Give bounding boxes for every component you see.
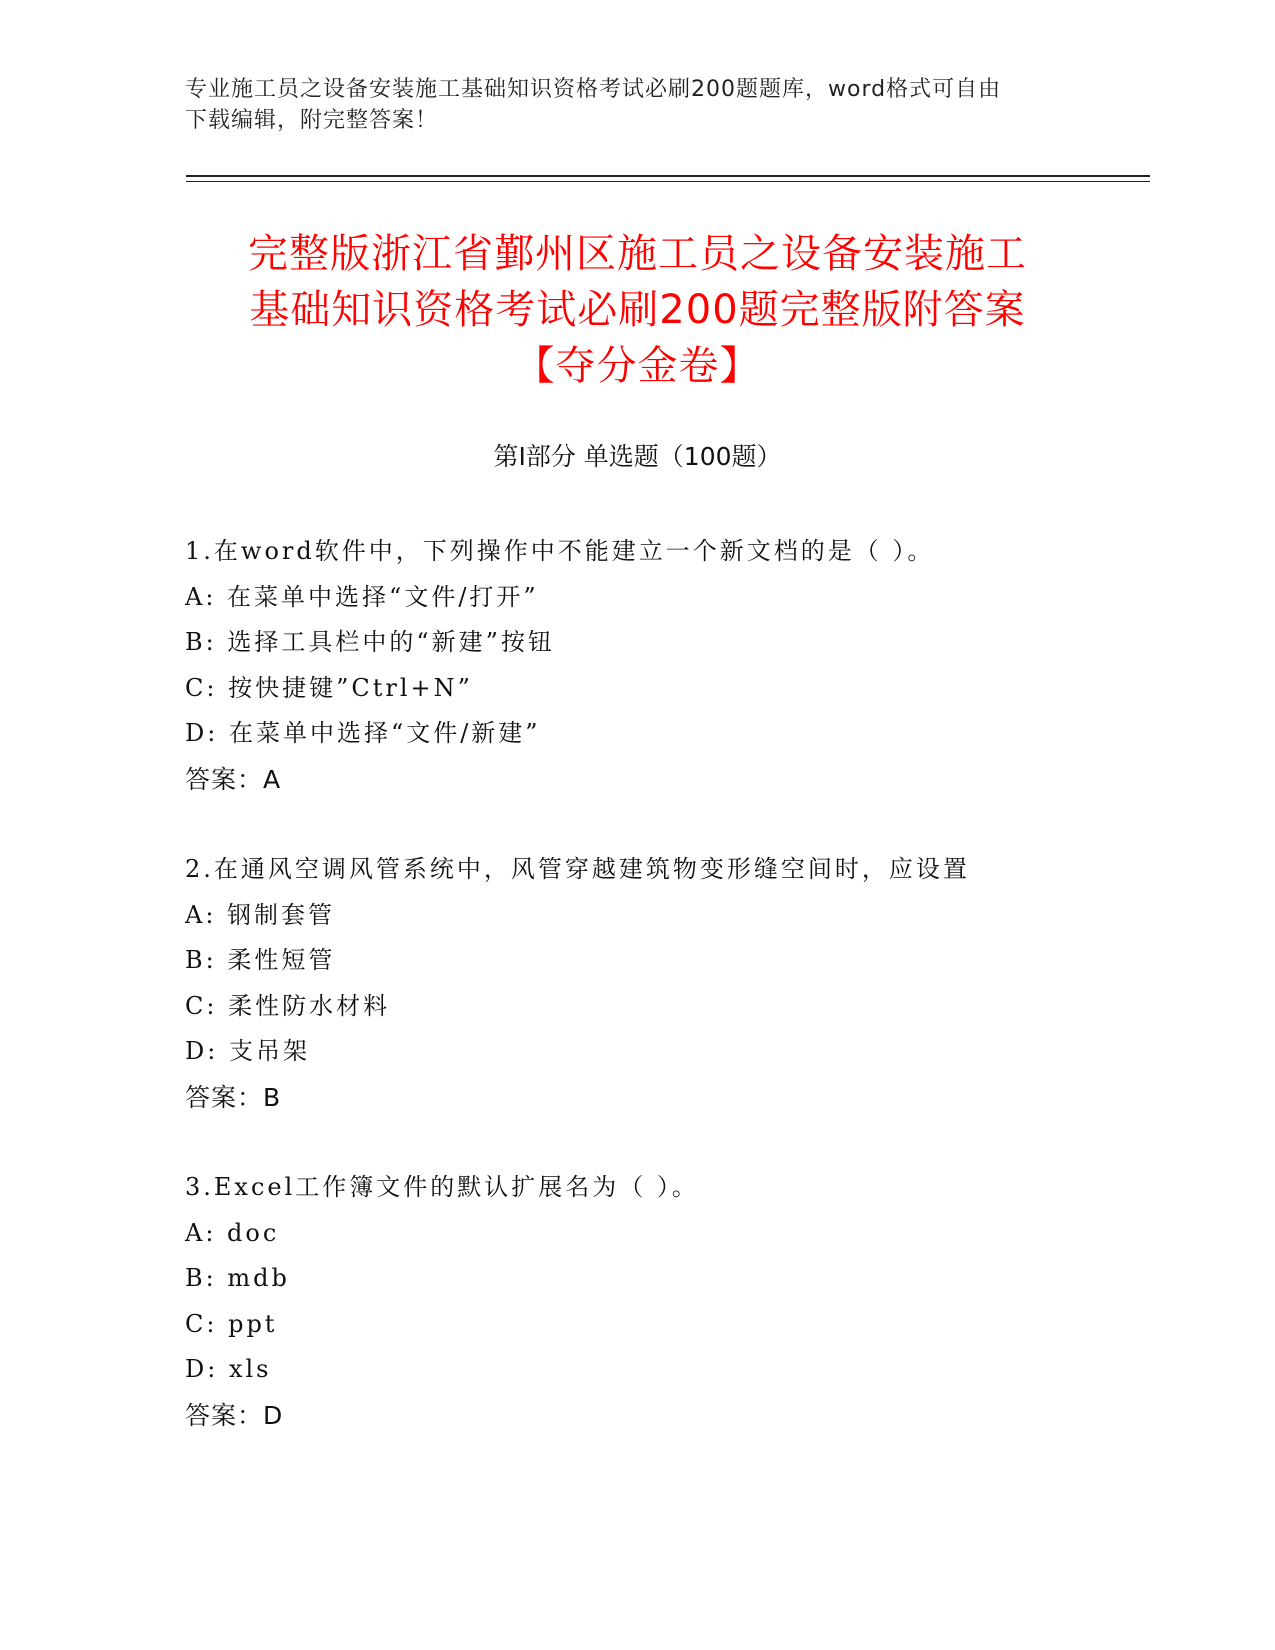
question-2 <box>185 847 1135 1120</box>
option-b: B: mdb <box>185 1264 290 1292</box>
title-line-2: 基础知识资格考试必刷200题完整版附答案 <box>249 287 1026 333</box>
header-description <box>185 74 1085 136</box>
option-a: A: 在菜单中选择“文件/打开” <box>185 582 539 611</box>
option-d: D: 在菜单中选择“文件/新建” <box>185 719 541 747</box>
title-line-1: 完整版浙江省鄞州区施工员之设备安装施工 <box>248 231 1027 277</box>
section-heading: 第Ⅰ部分 单选题（100题） <box>493 442 782 471</box>
question-stem: 1.在word软件中，下列操作中不能建立一个新文档的是（ ）。 <box>185 537 935 565</box>
option-c: C: 柔性防水材料 <box>185 991 391 1020</box>
document-title <box>150 226 1125 394</box>
question-stem: 3.Excel工作簿文件的默认扩展名为（ ）。 <box>185 1173 699 1201</box>
header-divider-thick <box>186 175 1150 177</box>
answer-label: 答案：B <box>185 1082 282 1112</box>
title-line-3: 【夺分金卷】 <box>514 343 761 389</box>
question-stem: 2.在通风空调风管系统中，风管穿越建筑物变形缝空间时，应设置 <box>185 855 970 883</box>
option-d: D: xls <box>185 1355 272 1383</box>
option-b: B: 柔性短管 <box>185 946 336 974</box>
question-3 <box>185 1165 1135 1438</box>
option-c: C: 按快捷键”Ctrl+N” <box>185 673 473 702</box>
option-a: A: doc <box>185 1218 280 1247</box>
answer-label: 答案：A <box>185 764 282 794</box>
option-c: C: ppt <box>185 1309 278 1338</box>
question-1 <box>185 529 1135 802</box>
option-a: A: 钢制套管 <box>185 900 336 929</box>
option-d: D: 支吊架 <box>185 1037 310 1065</box>
option-b: B: 选择工具栏中的“新建”按钮 <box>185 628 555 656</box>
header-line-1: 专业施工员之设备安装施工基础知识资格考试必刷200题题库，word格式可自由 <box>185 77 1002 102</box>
answer-label: 答案：D <box>185 1400 284 1430</box>
header-line-2: 下载编辑，附完整答案！ <box>185 108 439 133</box>
header-divider-thin <box>186 181 1150 182</box>
question-list <box>185 529 1135 1483</box>
